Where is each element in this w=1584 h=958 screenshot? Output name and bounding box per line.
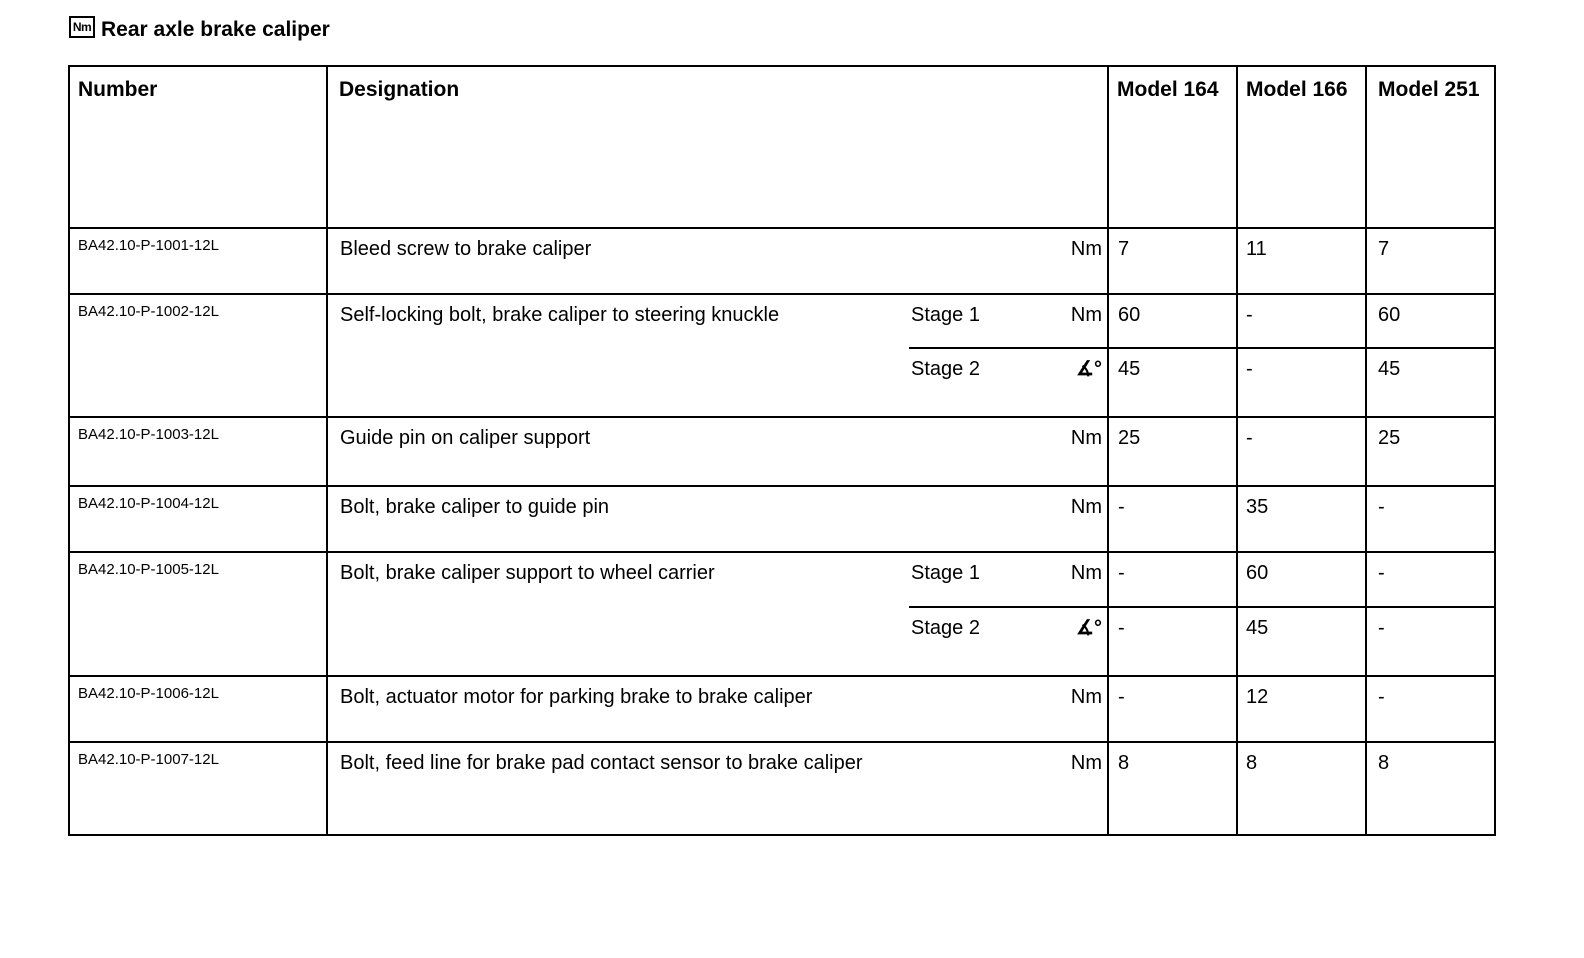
row-divider	[68, 551, 1496, 553]
unit-label: Nm	[1070, 562, 1102, 584]
title-text: Rear axle brake caliper	[101, 18, 330, 41]
angle-icon: ∡°	[1076, 617, 1102, 639]
value-model-164: 45	[1118, 358, 1141, 380]
stage-divider	[909, 606, 1496, 608]
row-designation: Bolt, actuator motor for parking brake to brake caliper	[340, 686, 813, 708]
stage-label: Stage 1	[911, 304, 980, 326]
row-number: BA42.10-P-1003-12L	[78, 426, 219, 443]
value-model-166: -	[1246, 358, 1253, 380]
row-number: BA42.10-P-1004-12L	[78, 495, 219, 512]
value-model-166: 45	[1246, 617, 1269, 639]
row-number: BA42.10-P-1002-12L	[78, 303, 219, 320]
header-divider	[68, 227, 1496, 229]
row-divider	[68, 675, 1496, 677]
table-title	[69, 18, 330, 42]
column-divider	[326, 65, 328, 836]
row-number: BA42.10-P-1006-12L	[78, 685, 219, 702]
table-bottom-border	[68, 834, 1496, 836]
row-designation: Bolt, feed line for brake pad contact sensor to brake caliper	[340, 752, 863, 774]
value-model-251: 60	[1378, 304, 1401, 326]
stage-label: Stage 1	[911, 562, 980, 584]
torque-nm-icon: Nm	[69, 16, 95, 38]
unit-label: Nm	[1070, 238, 1102, 260]
value-model-251: 7	[1378, 238, 1390, 260]
stage-label: Stage 2	[911, 358, 980, 380]
value-model-166: 60	[1246, 562, 1269, 584]
value-model-164: -	[1118, 617, 1125, 639]
value-model-251: -	[1378, 617, 1385, 639]
value-model-164: -	[1118, 496, 1125, 518]
header-model-166: Model 166	[1246, 78, 1348, 101]
row-number: BA42.10-P-1001-12L	[78, 237, 219, 254]
column-divider	[1107, 65, 1109, 836]
row-divider	[68, 293, 1496, 295]
row-divider	[68, 485, 1496, 487]
row-designation: Bolt, brake caliper to guide pin	[340, 496, 610, 518]
value-model-251: 25	[1378, 427, 1401, 449]
row-designation: Guide pin on caliper support	[340, 427, 591, 449]
value-model-164: 7	[1118, 238, 1130, 260]
header-model-251: Model 251	[1378, 78, 1480, 101]
value-model-166: 35	[1246, 496, 1269, 518]
column-divider	[1236, 65, 1238, 836]
unit-label: Nm	[1070, 752, 1102, 774]
header-model-164: Model 164	[1117, 78, 1219, 101]
row-designation: Bolt, brake caliper support to wheel carrier	[340, 562, 715, 584]
value-model-164: 25	[1118, 427, 1141, 449]
row-number: BA42.10-P-1005-12L	[78, 561, 219, 578]
row-designation: Self-locking bolt, brake caliper to steering knuckle	[340, 304, 780, 326]
value-model-164: -	[1118, 686, 1125, 708]
value-model-251: -	[1378, 496, 1385, 518]
unit-label: Nm	[1070, 304, 1102, 326]
value-model-166: 12	[1246, 686, 1269, 708]
angle-icon: ∡°	[1076, 358, 1102, 380]
stage-divider	[909, 347, 1496, 349]
value-model-251: 8	[1378, 752, 1390, 774]
value-model-251: 45	[1378, 358, 1401, 380]
stage-label: Stage 2	[911, 617, 980, 639]
row-divider	[68, 741, 1496, 743]
column-divider	[1494, 65, 1496, 836]
unit-label: Nm	[1070, 427, 1102, 449]
unit-label: Nm	[1070, 686, 1102, 708]
row-divider	[68, 416, 1496, 418]
row-number: BA42.10-P-1007-12L	[78, 751, 219, 768]
value-model-164: 60	[1118, 304, 1141, 326]
row-designation: Bleed screw to brake caliper	[340, 238, 592, 260]
value-model-251: -	[1378, 686, 1385, 708]
value-model-166: -	[1246, 427, 1253, 449]
value-model-251: -	[1378, 562, 1385, 584]
unit-label: Nm	[1070, 496, 1102, 518]
value-model-166: 8	[1246, 752, 1258, 774]
value-model-164: 8	[1118, 752, 1130, 774]
header-number: Number	[78, 78, 158, 101]
column-divider	[68, 65, 70, 836]
table-top-border	[68, 65, 1496, 67]
value-model-164: -	[1118, 562, 1125, 584]
value-model-166: 11	[1246, 238, 1267, 260]
header-designation: Designation	[339, 78, 460, 101]
column-divider	[1365, 65, 1367, 836]
value-model-166: -	[1246, 304, 1253, 326]
